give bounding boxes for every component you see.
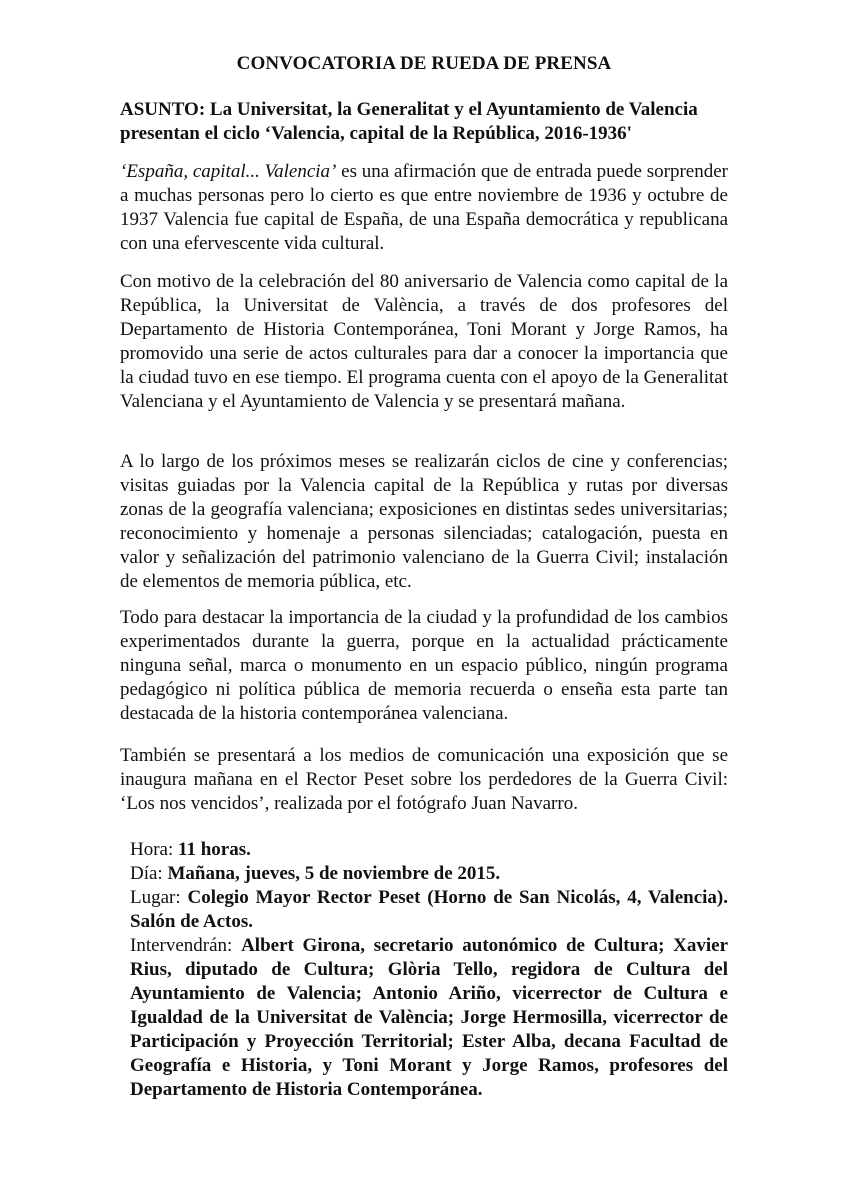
event-details — [130, 838, 728, 1102]
hora-label: Hora: — [130, 839, 179, 860]
paragraph-importance: Todo para destacar la importancia de la ciudad y la profundidad de los cambios experimentados durante la guerra, porque en la actualidad prácticamente ninguna señal, marca o monumento en un espacio público, ningún programa pedagógico ni política pública de memoria recuerda o enseña esta parte tan destacada de la historia contemporánea valenciana. — [120, 607, 728, 724]
document-title: CONVOCATORIA DE RUEDA DE PRENSA — [236, 53, 612, 74]
intervendran-label: Intervendrán: — [130, 935, 242, 956]
document-subject: ASUNTO: La Universitat, la Generalitat y el Ayuntamiento de Valencia presentan el ciclo ‘Valencia, capital de la República, 2016-1936' — [120, 99, 698, 144]
detail-intervendran — [130, 934, 728, 1102]
hora-value: 11 horas. — [178, 839, 251, 860]
paragraph-exhibition: También se presentará a los medios de comunicación una exposición que se inaugura mañana en el Rector Peset sobre los perdedores de la Guerra Civil: ‘Los nos vencidos’, realizada por el fotógrafo Juan Navarro. — [120, 745, 728, 814]
detail-lugar — [130, 886, 728, 934]
paragraph-intro — [120, 160, 728, 256]
dia-label: Día: — [130, 863, 168, 884]
paragraph-anniversary: Con motivo de la celebración del 80 aniversario de Valencia como capital de la República, la Universitat de València, a través de dos profesores del Departamento de Historia Contemporánea, Toni Morant y Jorge Ramos, ha promovido una serie de actos culturales para dar a conocer la importancia que la ciudad tuvo en ese tiempo. El programa cuenta con el apoyo de la Generalitat Valenciana y el Ayuntamiento de Valencia y se presentará mañana. — [120, 271, 728, 412]
detail-hora — [130, 838, 728, 862]
paragraph-activities: A lo largo de los próximos meses se realizarán ciclos de cine y conferencias; visitas guiadas por la Valencia capital de la República y rutas por diversas zonas de la geografía valenciana; exposiciones en distintas sedes universitarias; reconocimiento y homenaje a personas silenciadas; catalogación, puesta en valor y señalización del patrimonio valenciano de la Guerra Civil; instalación de elementos de memoria pública, etc. — [120, 451, 728, 592]
lugar-value: Colegio Mayor Rector Peset (Horno de San Nicolás, 4, Valencia). Salón de Actos. — [130, 887, 728, 932]
intro-italic-phrase: ‘España, capital... Valencia’ — [120, 161, 337, 182]
intervendran-value: Albert Girona, secretario autonómico de Cultura; Xavier Rius, diputado de Cultura; Glòria Tello, regidora de Cultura del Ayuntamiento de Valencia; Antonio Ariño, vicerrector de Cultura e Igualdad de la Universitat de València; Jorge Hermosilla, vicerrector de Participación y Proyección Territorial; Ester Alba, decana Facultad de Geografía e Historia, y Toni Morant y Jorge Ramos, profesores del Departamento de Historia Contemporánea. — [130, 935, 728, 1100]
lugar-label: Lugar: — [130, 887, 188, 908]
dia-value: Mañana, jueves, 5 de noviembre de 2015. — [167, 863, 501, 884]
detail-dia — [130, 862, 728, 886]
intro-text: es una afirmación que de entrada puede sorprender a muchas personas pero lo cierto es que entre noviembre de 1936 y octubre de 1937 Valencia fue capital de España, de una España democrática y republicana con una efervescente vida cultural. — [120, 161, 728, 254]
